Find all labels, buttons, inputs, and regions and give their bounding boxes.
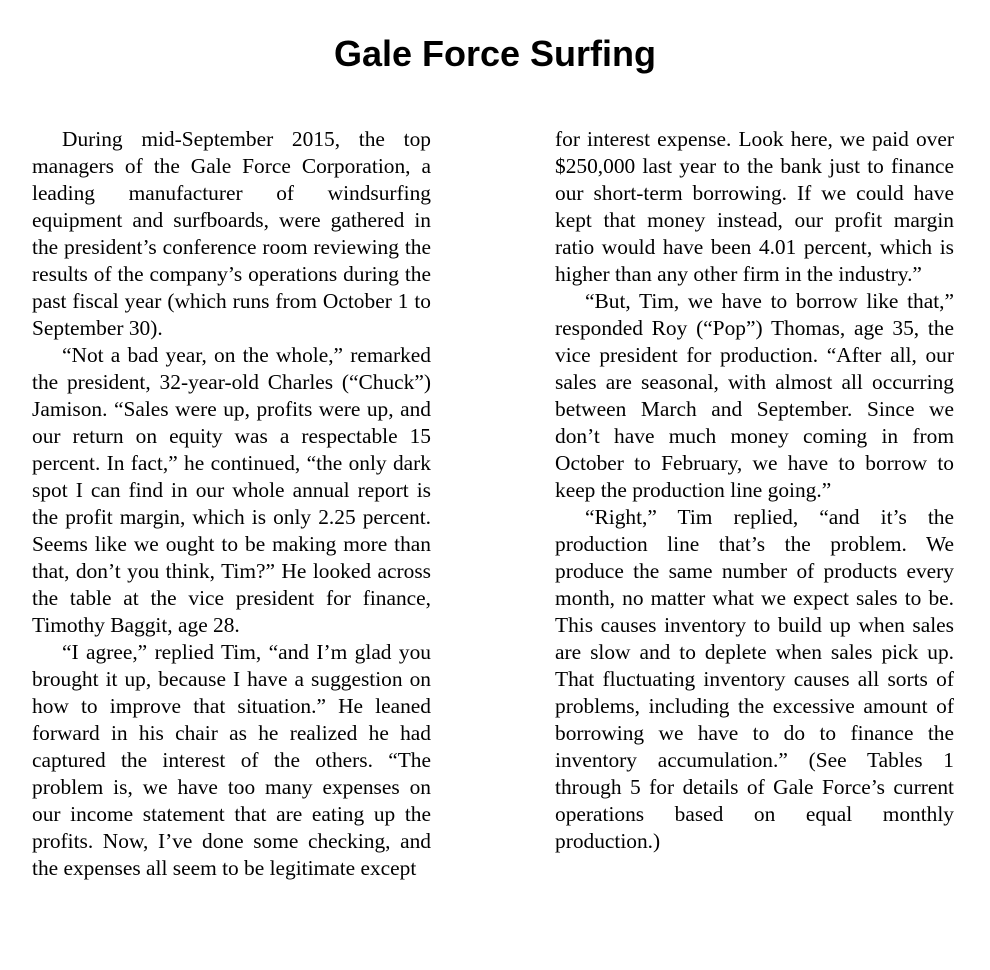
paragraph-continuation: for interest expense. Look here, we paid over $250,000 last year to the bank just to finance our short-term borrowing. If we could have kept that money instead, our profit margin ratio would have been 4.01 percent, which is higher than any other firm in the industry.”: [555, 127, 954, 286]
left-column: [32, 126, 431, 882]
paragraph: “Right,” Tim replied, “and it’s the production line that’s the problem. We produce the same number of products every month, no matter what we expect sales to be. This causes inventory to build up when sales are slow and to deplete when sales pick up. That fluctuating inventory causes all sorts of problems, including the excessive amount of borrowing we have to do to finance the inventory accumulation.” (See Tables 1 through 5 for details of Gale Force’s current operations based on equal monthly production.): [555, 505, 954, 853]
document-title: Gale Force Surfing: [333, 33, 657, 74]
right-column: [555, 126, 954, 855]
paragraph: “But, Tim, we have to borrow like that,” responded Roy (“Pop”) Thomas, age 35, the vice president for production. “After all, our sales are seasonal, with almost all occurring between March and September. Since we don’t have much money coming in from October to February, we have to borrow to keep the production line going.”: [555, 289, 954, 502]
paragraph: During mid-September 2015, the top managers of the Gale Force Corporation, a leading manufacturer of windsurfing equipment and surfboards, were gathered in the president’s conference room reviewing the results of the company’s operations during the past fiscal year (which runs from October 1 to September 30).: [32, 127, 431, 340]
paragraph: “I agree,” replied Tim, “and I’m glad you brought it up, because I have a suggestion on how to improve that situation.” He leaned forward in his chair as he realized he had captured the interest of the others. “The problem is, we have too many expenses on our income statement that are eating up the profits. Now, I’ve done some checking, and the expenses all seem to be legitimate except: [32, 640, 431, 880]
paragraph: “Not a bad year, on the whole,” remarked the president, 32-year-old Charles (“Chuck”) Jamison. “Sales were up, profits were up, and our return on equity was a respectable 15 percent. In fact,” he continued, “the only dark spot I can find in our whole annual report is the profit margin, which is only 2.25 percent. Seems like we ought to be making more than that, don’t you think, Tim?” He looked across the table at the vice president for finance, Timothy Baggit, age 28.: [32, 343, 431, 637]
